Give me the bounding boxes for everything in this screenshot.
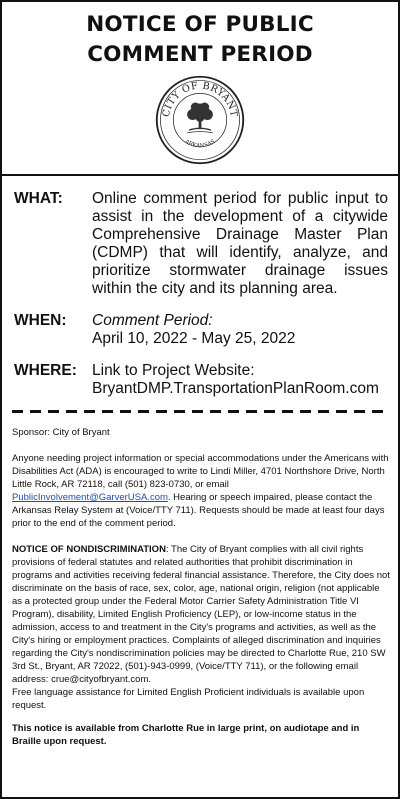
nondiscrimination-heading: NOTICE OF NONDISCRIMINATION [12, 544, 166, 555]
where-section [2, 362, 398, 398]
comment-period-label: Comment Period: [92, 312, 213, 329]
what-label: WHAT: [14, 190, 63, 207]
title-line-2: COMMENT PERIOD [87, 42, 313, 67]
ada-text-before: Anyone needing project information or special accommodations under the Americans with Disabilities Act (ADA) is encouraged to write to Lindi Miller, 4701 Northshore Drive, North Little Rock, AR 72118, call (501) 823-0730, or email [12, 453, 389, 490]
city-seal-icon [154, 74, 246, 166]
ada-email-link[interactable]: PublicInvolvement@GarverUSA.com [12, 492, 168, 503]
ada-paragraph [2, 452, 398, 530]
where-label: WHERE: [14, 362, 77, 379]
sponsor-line: Sponsor: City of Bryant [12, 427, 110, 438]
dashed-divider [12, 410, 388, 413]
comment-period-dates: April 10, 2022 - May 25, 2022 [92, 330, 296, 347]
where-value [92, 362, 388, 398]
footer-notice: This notice is available from Charlotte Rue in large print, on audiotape and in Braille upon request. [12, 723, 360, 747]
what-text: Online comment period for public input to assist in the development of a citywide Comprehensive Drainage Master Plan (CDMP) that will identify, analyze, and prioritize stormwater drainage issues within the city and its planning area. [92, 190, 388, 297]
header-divider [2, 174, 398, 176]
title-line-1: NOTICE OF PUBLIC [86, 12, 314, 37]
when-section [2, 312, 398, 348]
city-seal [2, 74, 398, 166]
seal-bottom-text: ARKANSAS [183, 138, 217, 150]
notice-title [2, 10, 398, 70]
project-website-url[interactable]: BryantDMP.TransportationPlanRoom.com [92, 380, 379, 397]
what-section [2, 190, 398, 298]
nondiscrimination-paragraph [2, 543, 398, 686]
when-label: WHEN: [14, 312, 67, 329]
seal-top-text: CITY OF BRYANT [160, 80, 240, 118]
language-assistance-text: Free language assistance for Limited English Proficient individuals is available upon request. [12, 687, 365, 711]
project-website-label: Link to Project Website: [92, 362, 255, 379]
nondiscrimination-body: : The City of Bryant complies with all civil rights provisions of federal statutes and related authorities that prohibit discrimination in programs and activities receiving federal financial assistance. Therefore, the City does not discriminate on the basis of race, sex, color, age, national origin, religion (not applicable as a protected group under the Federal Motor Carrier Safety Administration Title VI Program), disability, Limited English Proficiency (LEP), or low-income status in the admission, access to and treatment in the City's programs and activities, as well as the City's hiring or employment practices. Complaints of alleged discrimination and inquiries regarding the City's nondiscrimination policies may be directed to Charlotte Rue, 210 SW 3rd St., Bryant, AR 72022, (501)-943-0999, (Voice/TTY 711), or the following email address: crue@cityofbryant.com. [12, 544, 390, 685]
when-value [92, 312, 388, 348]
ada-text-after: . Hearing or speech impaired, please contact the Arkansas Relay System at (Voice/TTY 711). Requests should be made at least four days prior to the end of the comment period. [12, 492, 385, 529]
